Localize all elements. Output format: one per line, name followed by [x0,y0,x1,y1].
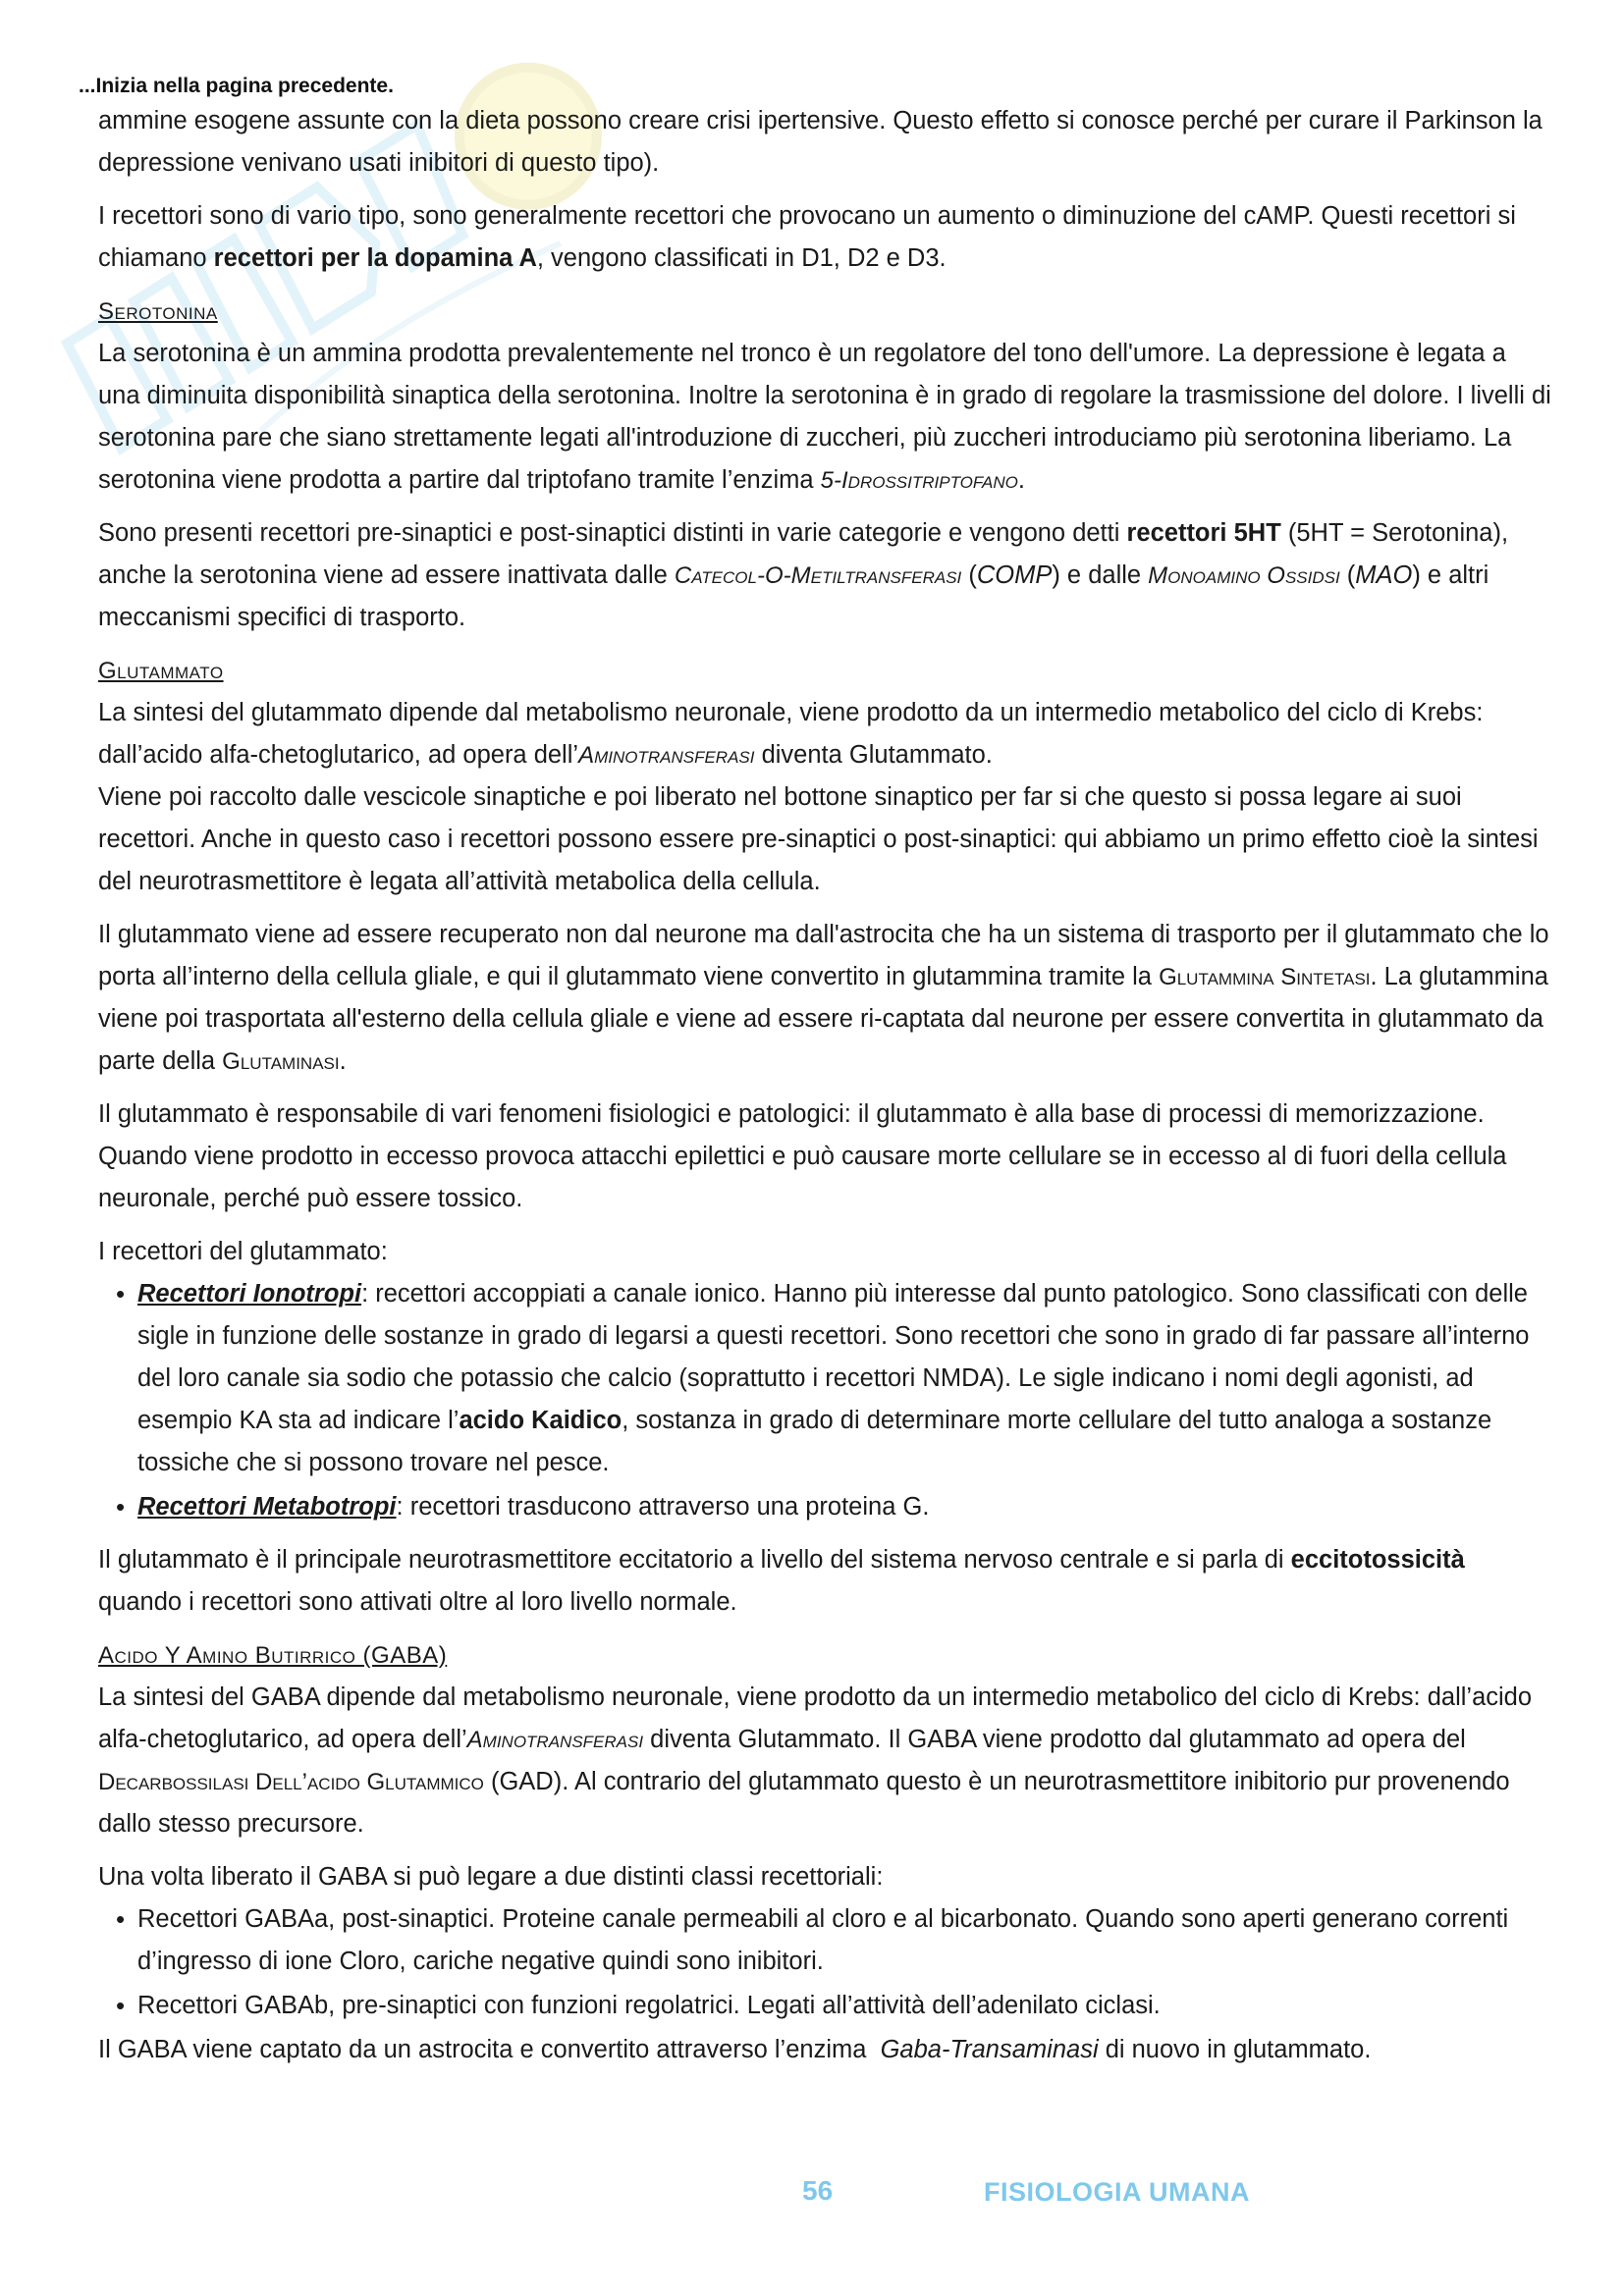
abbreviation: COMP [976,561,1053,589]
paragraph-text: diventa Glutammato. [754,741,993,769]
paragraph-text: Viene poi raccolto dalle vescicole sinaptiche e poi liberato nel bottone sinaptico per far si che questo si possa legare ai suoi recettori. Anche in questo caso i recettori possono essere pre-sinaptici o post-sinaptici: qui abbiamo un primo effetto cioè la sintesi del neurotrasmettitore è legata all’attività metabolica della cellula. [98,783,1539,895]
paragraph-text: . La glutammina viene poi trasportata all'esterno della cellula gliale e viene ad essere ri-captata dal neurone per essere convertita in glutammato da parte della [98,963,1548,1075]
paragraph [98,1677,1551,1845]
list-item [98,1985,1551,2027]
enzyme-name: 5-Idrossitriptofano [820,467,1018,494]
paragraph-text: Il glutammato viene ad essere recuperato non dal neurone ma dall'astrocita che ha un sistema di trasporto per il glutammato che lo porta all’interno della cellula gliale, e qui il glutammato viene convertito in glutammina tramite la [98,921,1549,990]
bold-term: recettori 5HT [1126,519,1281,547]
paragraph-text: La sintesi del GABA dipende dal metabolismo neuronale, viene prodotto da un intermedio metabolico del ciclo di Krebs: dall’acido alfa-chetoglutarico, ad opera dell’ [98,1683,1533,1753]
paragraph-text: di nuovo in glutammato. [1098,2036,1372,2063]
paragraph-text: , vengono classificati in D1, D2 e D3. [536,244,947,272]
paragraph-text: ( [961,561,977,589]
paragraph [98,1231,1551,1273]
paragraph-text: (5HT = Serotonina), anche la serotonina viene ad essere inattivata dalle [98,519,1509,589]
paragraph-text: quando i recettori sono attivati oltre al loro livello normale. [98,1588,737,1616]
section-heading-glutammato: Glutammato [98,658,224,684]
list-item [98,1898,1551,1983]
paragraph-text: Recettori GABAb, pre-sinaptici con funzioni regolatrici. Legati all’attività dell’adenilato ciclasi. [137,1992,1161,2019]
paragraph-text: . [339,1047,347,1075]
glutamate-receptor-list [98,1273,1551,1528]
enzyme-name: Glutaminasi [222,1048,340,1075]
bold-term: acido Kaidico [459,1407,623,1434]
paragraph-text: : recettori accoppiati a canale ionico. Hanno più interesse dal punto patologico. Sono classificati con delle sigle in funzione delle sostanze in grado di legarsi a questi recettori. Sono recettori che sono in grado di far passare all’interno del loro canale sia sodio che potassio che calcio (soprattutto i recettori NMDA). Le sigle indicano i nomi degli agonisti, ad esempio KA sta ad indicare l’ [137,1280,1530,1434]
paragraph [98,1094,1551,1220]
paragraph [98,512,1551,639]
paragraph-text: Recettori GABAa, post-sinaptici. Proteine canale permeabili al cloro e al bicarbonato. Quando sono aperti generano correnti d’ingresso di ione Cloro, cariche negative quindi sono inibitori. [137,1905,1509,1975]
paragraph [98,914,1551,1083]
paragraph-text: Il glutammato è il principale neurotrasmettitore eccitatorio a livello del sistema nervoso centrale e si parla di [98,1546,1291,1574]
paragraph-text: Una volta liberato il GABA si può legare a due distinti classi recettoriali: [98,1863,884,1891]
paragraph [98,776,1551,903]
enzyme-name: Monoamino Ossidsi [1148,562,1340,589]
paragraph-text: La serotonina è un ammina prodotta prevalentemente nel tronco è un regolatore del tono dell'umore. La depressione è legata a una diminuita disponibilità sinaptica della serotonina. Inoltre la serotonina è in grado di regolare la trasmissione del dolore. I livelli di serotonina pare che siano strettamente legati all'introduzione di zuccheri, più zuccheri introduciamo più serotonina liberiamo. La serotonina viene prodotta a partire dal triptofano tramite l’enzima [98,340,1551,494]
page-body [98,100,1551,2082]
page-footer [0,2175,1624,2215]
paragraph-text: I recettori sono di vario tipo, sono generalmente recettori che provocano un aumento o diminuzione del cAMP. Questi recettori si chiamano [98,202,1516,272]
paragraph-text: Il glutammato è responsabile di vari fenomeni fisiologici e patologici: il glutammato è alla base di processi di memorizzazione. Quando viene prodotto in eccesso provoca attacchi epilettici e può causare morte cellulare se in eccesso al di fuori della cellula neuronale, perché può essere tossico. [98,1100,1507,1212]
bullet-term: Recettori Metabotropi [137,1493,397,1521]
paragraph [98,1539,1551,1624]
paragraph-text: (GAD). Al contrario del glutammato questo è un neurotrasmettitore inibitorio pur provenendo dallo stesso precursore. [98,1768,1510,1838]
paragraph [98,333,1551,502]
enzyme-name: Glutammina Sintetasi [1159,964,1371,990]
paragraph [98,692,1551,776]
paragraph-text: Il GABA viene captato da un astrocita e convertito attraverso l’enzima [98,2036,881,2063]
list-item [98,1273,1551,1484]
list-item [98,1486,1551,1528]
paragraph-text: : recettori trasducono attraverso una proteina G. [396,1493,930,1521]
paragraph [98,195,1551,280]
section-heading-serotonina: Serotonina [98,298,218,325]
paragraph [98,1856,1551,1898]
enzyme-name: Aminotransferasi [578,742,755,769]
paragraph-text: Sono presenti recettori pre-sinaptici e post-sinaptici distinti in varie categorie e vengono detti [98,519,1127,547]
paragraph-text: ( [1339,561,1356,589]
bullet-term: Recettori Ionotropi [137,1280,362,1308]
paragraph-text: ) e altri meccanismi specifici di trasporto. [98,561,1489,631]
enzyme-name: Decarbossilasi Dell’acido Glutammico [98,1769,484,1795]
paragraph [98,2029,1551,2071]
footer-title: FISIOLOGIA UMANA [984,2177,1250,2207]
section-heading-gaba: Acido Y Amino Butirrico (GABA) [98,1642,448,1669]
paragraph-text: ammine esogene assunte con la dieta possono creare crisi ipertensive. Questo effetto si conosce perché per curare il Parkinson la depressione venivano usati inibitori di questo tipo). [98,107,1543,177]
enzyme-name: Catecol-O-Metiltransferasi [674,562,962,589]
enzyme-name: Gaba-Transaminasi [880,2036,1099,2063]
gaba-receptor-list [98,1898,1551,2027]
page-number: 56 [802,2175,834,2206]
paragraph [98,100,1551,185]
abbreviation: MAO [1355,561,1413,589]
bold-term: recettori per la dopamina A [213,244,537,272]
paragraph-text: , sostanza in grado di determinare morte cellulare del tutto analoga a sostanze tossiche che si possono trovare nel pesce. [137,1407,1492,1476]
bold-term: eccitotossicità [1290,1546,1465,1574]
continued-note: ...Inizia nella pagina precedente. [79,75,394,97]
paragraph-text: ) e dalle [1052,561,1149,589]
paragraph-text: diventa Glutammato. Il GABA viene prodotto dal glutammato ad opera del [643,1726,1466,1753]
enzyme-name: Aminotransferasi [466,1727,644,1753]
paragraph-text: . [1017,466,1025,494]
paragraph-text: I recettori del glutammato: [98,1238,388,1265]
paragraph-text: La sintesi del glutammato dipende dal metabolismo neuronale, viene prodotto da un intermedio metabolico del ciclo di Krebs: dall’acido alfa-chetoglutarico, ad opera dell’ [98,699,1484,769]
